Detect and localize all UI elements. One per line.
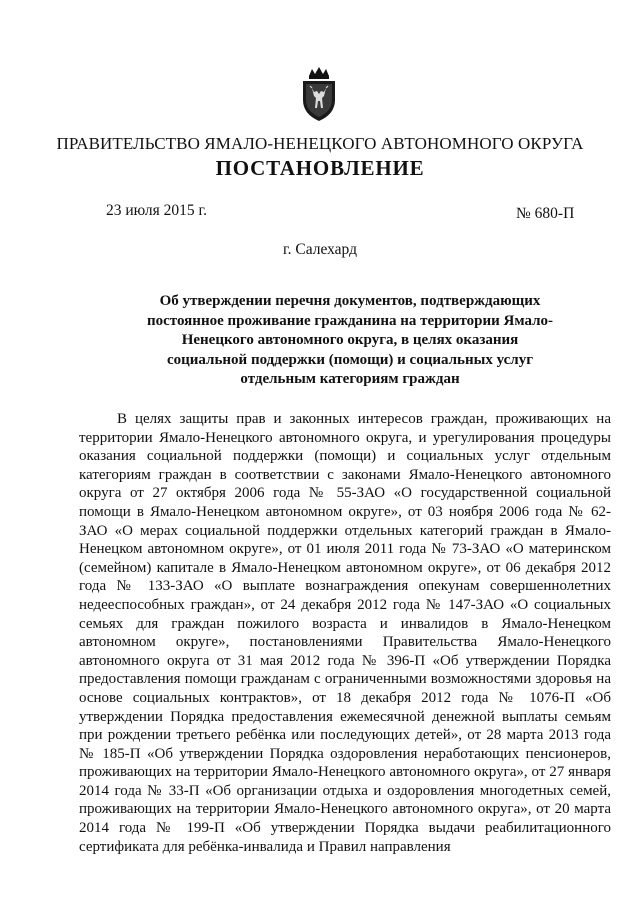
document-subject: Об утверждении перечня документов, подтверждающих постоянное проживание гражданина на территории Ямало-Ненецкого автономного округа, в целях оказания социальной поддержки (помощи) и социальных услуг отдельным категориям граждан — [147, 293, 553, 387]
document-body-paragraph: В целях защиты прав и законных интересов граждан, проживающих на территории Ямало-Ненецкого автономного округа, и урегулирования процедуры оказания социальной поддержки (помощи) и социальных услуг отдельным категориям граждан в соответствии с законами Ямало-Ненецкого автономного округа от 27 октября 2006 года № 55-ЗАО «О государственной социальной помощи в Ямало-Ненецком автономном округе», от 03 ноября 2006 года № 62-ЗАО «О мерах социальной поддержки отдельных категорий граждан в Ямало-Ненецком автономном округе», от 01 июля 2011 года № 73-ЗАО «О материнском (семейном) капитале в Ямало-Ненецком автономном округе», от 06 декабря 2012 года № 133-ЗАО «О выплате вознаграждения опекунам совершеннолетних недееспособных граждан», от 24 декабря 2012 года № 147-ЗАО «О социальных семьях для граждан пожилого возраста и инвалидов в Ямало-Ненецком автономном округе», постановлениями Правительства Ямало-Ненецкого автономного округа от 31 мая 2012 года № 396-П «Об утверждении Порядка предоставления помощи гражданам с ограниченными возможностями здоровья на основе социальных контрактов», от 18 декабря 2012 года № 1076-П «Об утверждении Порядка предоставления ежемесячной денежной выплаты семьям при рождении третьего ребёнка или последующих детей», от 28 марта 2013 года № 185-П «Об утверждении Порядка оздоровления неработающих пенсионеров, проживающих на территории Ямало-Ненецкого автономного округа», от 27 января 2014 года № 33-П «Об организации отдыха и оздоровления многодетных семей, проживающих на территории Ямало-Ненецкого автономного округа», от 20 марта 2014 года № 199-П «Об утверждении Порядка выдачи реабилитационного сертификата для ребёнка-инвалида и Правил направления — [79, 411, 611, 855]
document-date: 23 июля 2015 г. — [106, 202, 207, 219]
government-title: ПРАВИТЕЛЬСТВО ЯМАЛО-НЕНЕЦКОГО АВТОНОМНОГО ОКРУГА — [56, 134, 584, 153]
coat-of-arms-icon — [300, 66, 338, 122]
document-type-heading: ПОСТАНОВЛЕНИЕ — [215, 156, 425, 180]
document-city: г. Салехард — [283, 241, 357, 258]
document-number: № 680-П — [516, 205, 575, 222]
